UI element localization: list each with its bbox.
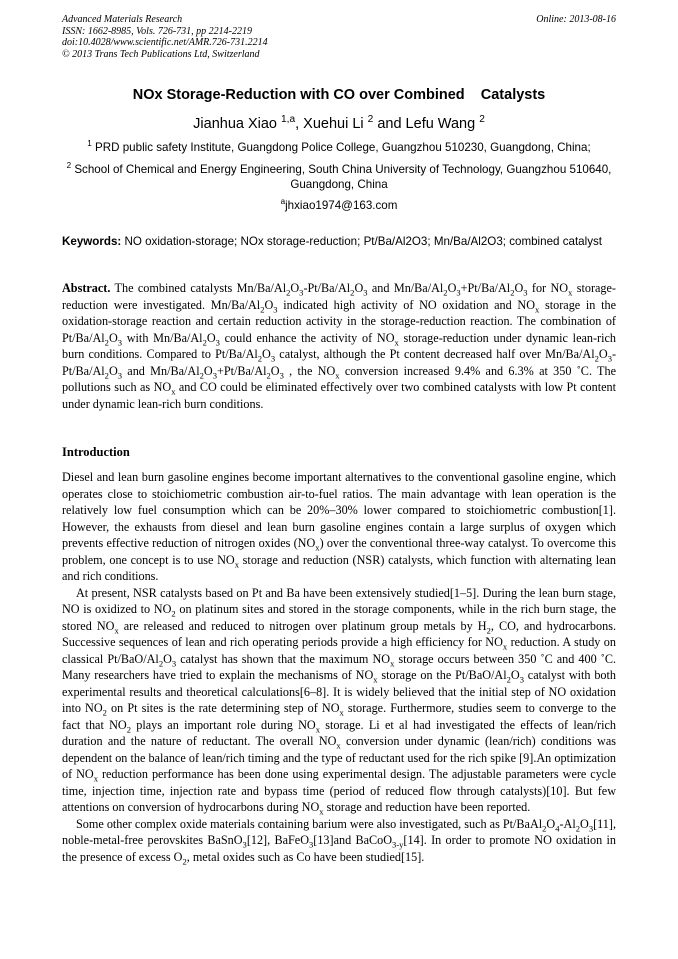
subscript: 3: [523, 287, 528, 298]
subscript: 2: [182, 855, 187, 866]
subscript: 2: [158, 657, 164, 668]
subscript: x: [502, 641, 508, 652]
introduction-body: [62, 469, 616, 865]
subscript: x: [390, 657, 395, 668]
subscript: 2: [202, 336, 207, 347]
subscript: 3: [519, 674, 524, 685]
doi-line: doi:10.4028/www.scientific.net/AMR.726-731.2214: [62, 37, 268, 48]
author-name: Jianhua Xiao: [193, 116, 282, 132]
subscript: 2: [486, 624, 491, 635]
subscript: 3: [363, 287, 368, 298]
keywords-text: NO oxidation-storage; NOx storage-reduction; Pt/Ba/Al2O3; Mn/Ba/Al2O3; combined catalyst: [121, 235, 603, 248]
affiliation-text: School of Chemical and Energy Engineering, South China University of Technology, Guangzhou 510640, Guangdong, China: [71, 163, 615, 191]
subscript: 3: [242, 839, 247, 850]
abstract-label: Abstract.: [62, 281, 111, 295]
subscript: x: [339, 707, 344, 718]
keywords: [62, 234, 616, 249]
section-heading-introduction: Introduction: [62, 445, 130, 459]
author-affiliation-mark: 1,a: [281, 114, 296, 126]
subscript: x: [535, 303, 540, 314]
subscript: 2: [104, 369, 109, 380]
subscript: 2: [594, 353, 599, 364]
email-address: jhxiao1974@163.com: [285, 199, 398, 212]
subscript: 3: [215, 336, 220, 347]
author-name: , Xuehui Li: [295, 116, 368, 132]
abstract-text: The combined catalysts $Mn/Ba/Al_2O_3-Pt/Ba/Al_2O_3$ and $Mn/Ba/Al_2O_3+Pt/Ba/Al_2O_3$ for $NO_x$ storage-reduction were investigated. $Mn/Ba/Al_2O_3$ indicated high activity of NO oxidation and $NO_x$ storage in the oxidation-storage reaction and certain reduction activity in the storage-reduction reaction. The combination of $Pt/Ba/Al_2O_3$ with $Mn/Ba/Al_2O_3$ could enhance the activity of $NO_x$ storage-reduction under dynamic lean-rich burn conditions. Compared to $Pt/Ba/Al_2O_3$ catalyst, although the Pt content decreased half over $Mn/Ba/Al_2O_3-Pt/Ba/Al_2O_3$ and $Mn/Ba/Al_2O_3+Pt/Ba/Al_2O_3$ , the $NO_x$ conversion increased 9.4% and 6.3% at 350 ˚C. The pollutions such as $NO_x$ and CO could be eliminated effectively over two combined catalysts with low Pt content under dynamic lean-rich burn conditions.: [62, 281, 617, 411]
copyright-line: © 2013 Trans Tech Publications Ltd, Switzerland: [62, 48, 260, 60]
keywords-label: Keywords:: [62, 235, 122, 248]
subscript: 3: [456, 287, 461, 298]
subscript: 2: [575, 822, 581, 833]
subscript: 3: [279, 369, 284, 380]
subscript: 3: [273, 303, 278, 314]
subscript: 2: [350, 287, 355, 298]
subscript: 4: [555, 822, 560, 833]
subscript: 3: [309, 839, 314, 850]
subscript: 2: [104, 336, 109, 347]
subscript: x: [315, 542, 320, 553]
subscript: x: [568, 287, 573, 298]
subscript: 2: [542, 822, 547, 833]
subscript: 2: [199, 369, 204, 380]
subscript: x: [319, 806, 324, 817]
author-name: and Lefu Wang: [373, 116, 480, 132]
email-mark: a: [280, 197, 286, 207]
paper-title: NOx Storage-Reduction with CO over Combined Catalysts: [132, 87, 546, 103]
abstract: [62, 280, 616, 412]
affiliation-1: [62, 140, 616, 155]
subscript: x: [93, 773, 98, 784]
author-affiliation-mark: 2: [479, 114, 485, 126]
author-affiliation-mark: 2: [367, 114, 374, 126]
online-date: Online: 2013-08-16: [536, 14, 616, 25]
subscript: x: [114, 624, 119, 635]
author-list: [62, 116, 616, 132]
subscript: 3: [270, 353, 276, 364]
subscript: 2: [286, 287, 291, 298]
journal-name: Advanced Materials Research: [62, 14, 183, 25]
subscript: 2: [266, 369, 271, 380]
affiliation-number: 1: [87, 139, 92, 149]
subscript: 2: [510, 287, 515, 298]
subscript: x: [394, 336, 399, 347]
affiliation-number: 2: [66, 161, 72, 171]
subscript: x: [336, 740, 341, 751]
subscript: x: [234, 558, 239, 569]
subscript: 2: [102, 707, 107, 718]
journal-header: [62, 14, 616, 60]
subscript: 2: [506, 674, 511, 685]
author-email: [62, 198, 616, 213]
affiliation-text: PRD public safety Institute, Guangdong Police College, Guangzhou 510230, Guangdong, China;: [91, 141, 591, 154]
subscript: x: [335, 369, 340, 380]
subscript: 2: [171, 608, 176, 619]
paragraph: At present, NSR catalysts based on Pt and Ba have been extensively studied[1–5]. During the lean burn stage, NO is oxidized to $NO_2$ on platinum sites and stored in the storage components, while in the rich burn stage, the stored $NO_x$ are released and reduced to nitrogen over platinum group metals by $H_2$, CO, and hydrocarbons. Successive sequences of lean and rich operating periods provide a high efficiency for $NO_x$ reduction. A study on classical $Pt/BaO/Al_2O_3$ catalyst has shown that the maximum $NO_x$ storage occurs between 350 ˚C and 400 ˚C. Many researchers have tried to explain the mechanisms of $NO_x$ storage on the $Pt/BaO/Al_2O_3$ catalyst with both experimental results and theoretical calculations[6–8]. It is widely believed that the initial step of NO oxidation into $NO_2$ on Pt sites is the rate determining step of $NO_x$ storage. Furthermore, studies seem to converge to the fact that $NO_2$ plays an important role during $NO_x$ storage. Li et al had investigated the effects of lean/rich duration and the nature of reductant. The overall $NO_x$ conversion under dynamic (lean/rich) conditions was dependent on the balance of lean/rich timing and the type of reductant used for the rich spike [9].An optimization of $NO_x$ reduction performance has been done using experimental design. The adjustable parameters were cycle time, injection time, injection rate and bypass time (period of reduced flow through catalysts)[10]. But few attentions on conversion of hydrocarbons during $NO_x$ storage and reduction have been reported.: [62, 585, 616, 817]
subscript: 3: [212, 369, 217, 380]
subscript: 2: [126, 723, 131, 734]
affiliation-2: [62, 162, 616, 192]
subscript: x: [373, 674, 378, 685]
subscript: 3: [117, 369, 123, 380]
subscript: 2: [443, 287, 448, 298]
subscript: 2: [257, 353, 263, 364]
subscript: x: [171, 386, 176, 397]
subscript: x: [315, 723, 320, 734]
paragraph: Some other complex oxide materials containing barium were also investigated, such as $Pt/BaAl_2O_4-Al_2O_3[11]$, noble-metal-free perovskites BaSnO$_3$[12], BaFeO$_3$[13]and BaCoO$_{3-y}$[14]. In order to promote NO oxidation in the presence of excess $O_2$, metal oxides such as Co have been studied[15].: [62, 816, 616, 866]
subscript: 3: [171, 657, 177, 668]
subscript: 3: [588, 822, 594, 833]
subscript: 2: [260, 303, 265, 314]
issn-line: ISSN: 1662-8985, Vols. 726-731, pp 2214-2219: [62, 25, 252, 37]
paragraph: Diesel and lean burn gasoline engines become important alternatives to the conventional gasoline engine, which operates close to stoichiometric combustion air-to-fuel ratios. The main advantage with lean operation is the relatively low fuel consumption which can be 20%–30% lower compared to stoichiometric combustion[1]. However, the exhausts from diesel and lean burn gasoline engines contain a large surplus of oxygen which prevents effective reduction of nitrogen oxides $(NO_x)$ over the conventional three-way catalyst. To overcome this problem, one concept is to use $NO_x$ storage and reduction (NSR) catalysts, which function with alternating lean and rich conditions.: [62, 470, 616, 583]
subscript: 3: [299, 287, 304, 298]
subscript: 3: [117, 336, 123, 347]
subscript: 3: [607, 353, 612, 364]
subscript: 3-y: [392, 839, 404, 850]
